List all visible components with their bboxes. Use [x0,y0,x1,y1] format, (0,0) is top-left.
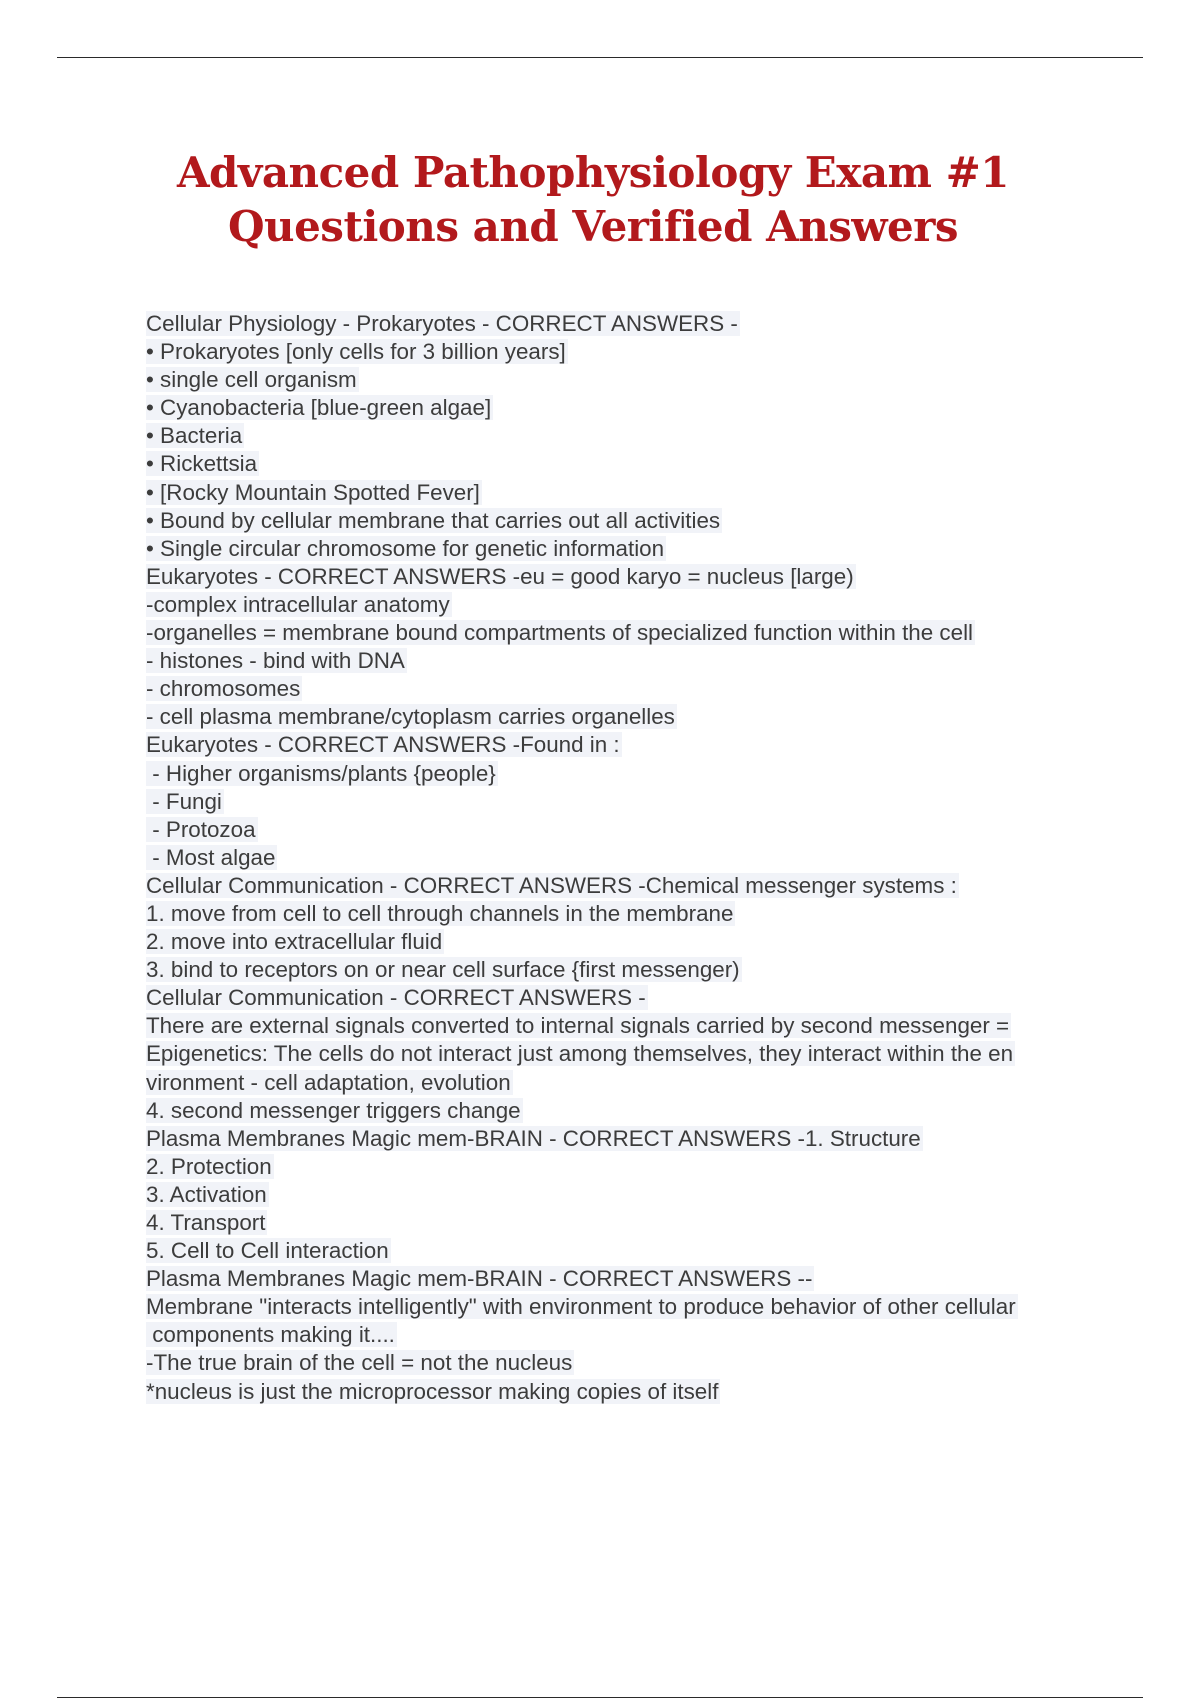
text-line: • Bacteria [146,423,243,449]
text-line: 1. move from cell to cell through channels in the membrane [146,900,734,926]
document-body [146,310,1146,1406]
text-line: -The true brain of the cell = not the nucleus [146,1350,573,1376]
bottom-rule [57,1697,1143,1698]
text-line: 4. Transport [146,1210,266,1235]
text-line: • Single circular chromosome for genetic information [146,535,665,561]
text-line: Membrane "interacts intelligently" with environment to produce behavior of other cellular [146,1294,1016,1320]
text-line: 2. Protection [146,1153,272,1179]
text-line: 4. second messenger triggers change [146,1097,521,1123]
text-line: 3. Activation [146,1181,267,1207]
text-line: • Rickettsia [146,451,258,477]
document-title [0,146,1186,254]
text-line: Cellular Communication - CORRECT ANSWERS - [146,985,646,1011]
text-line: There are external signals converted to internal signals carried by second messenger = [146,1013,1010,1039]
text-line: Epigenetics: The cells do not interact just among themselves, they interact within the en [146,1041,1014,1067]
text-line: components making it.... [146,1322,395,1348]
text-line: Eukaryotes - CORRECT ANSWERS -eu = good karyo = nucleus [large) [146,563,854,589]
text-line: - Fungi [146,788,222,814]
text-line: Cellular Physiology - Prokaryotes - CORRECT ANSWERS - [146,311,738,336]
text-line: Eukaryotes - CORRECT ANSWERS -Found in : [146,732,620,758]
top-rule [57,57,1143,58]
text-line: • Bound by cellular membrane that carries out all activities [146,507,721,533]
text-line: - Higher organisms/plants {people} [146,760,496,786]
title-line-2: Questions and Verified Answers [227,202,959,251]
text-line: -organelles = membrane bound compartments of specialized function within the cell [146,620,974,646]
text-line: *nucleus is just the microprocessor making copies of itself [146,1378,719,1404]
text-line: - histones - bind with DNA [146,648,405,674]
text-line: 3. bind to receptors on or near cell surface {first messenger) [146,957,740,983]
text-line: vironment - cell adaptation, evolution [146,1069,511,1095]
text-line: - Most algae [146,844,276,870]
text-line: - chromosomes [146,676,301,702]
text-line: - cell plasma membrane/cytoplasm carries organelles [146,704,675,730]
text-line: Plasma Membranes Magic mem-BRAIN - CORRECT ANSWERS -- [146,1266,813,1292]
text-line: • single cell organism [146,367,357,393]
text-line: -complex intracellular anatomy [146,591,450,617]
text-line: 2. move into extracellular fluid [146,929,443,955]
text-line: • Prokaryotes [only cells for 3 billion years] [146,339,566,365]
text-line: - Protozoa [146,816,256,842]
text-line: • [Rocky Mountain Spotted Fever] [146,479,480,505]
text-line: • Cyanobacteria [blue-green algae] [146,395,492,421]
text-line: Cellular Communication - CORRECT ANSWERS -Chemical messenger systems : [146,872,957,898]
text-line: 5. Cell to Cell interaction [146,1238,389,1264]
text-line: Plasma Membranes Magic mem-BRAIN - CORRECT ANSWERS -1. Structure [146,1125,921,1151]
title-line-1: Advanced Pathophysiology Exam #1 [176,148,1010,197]
